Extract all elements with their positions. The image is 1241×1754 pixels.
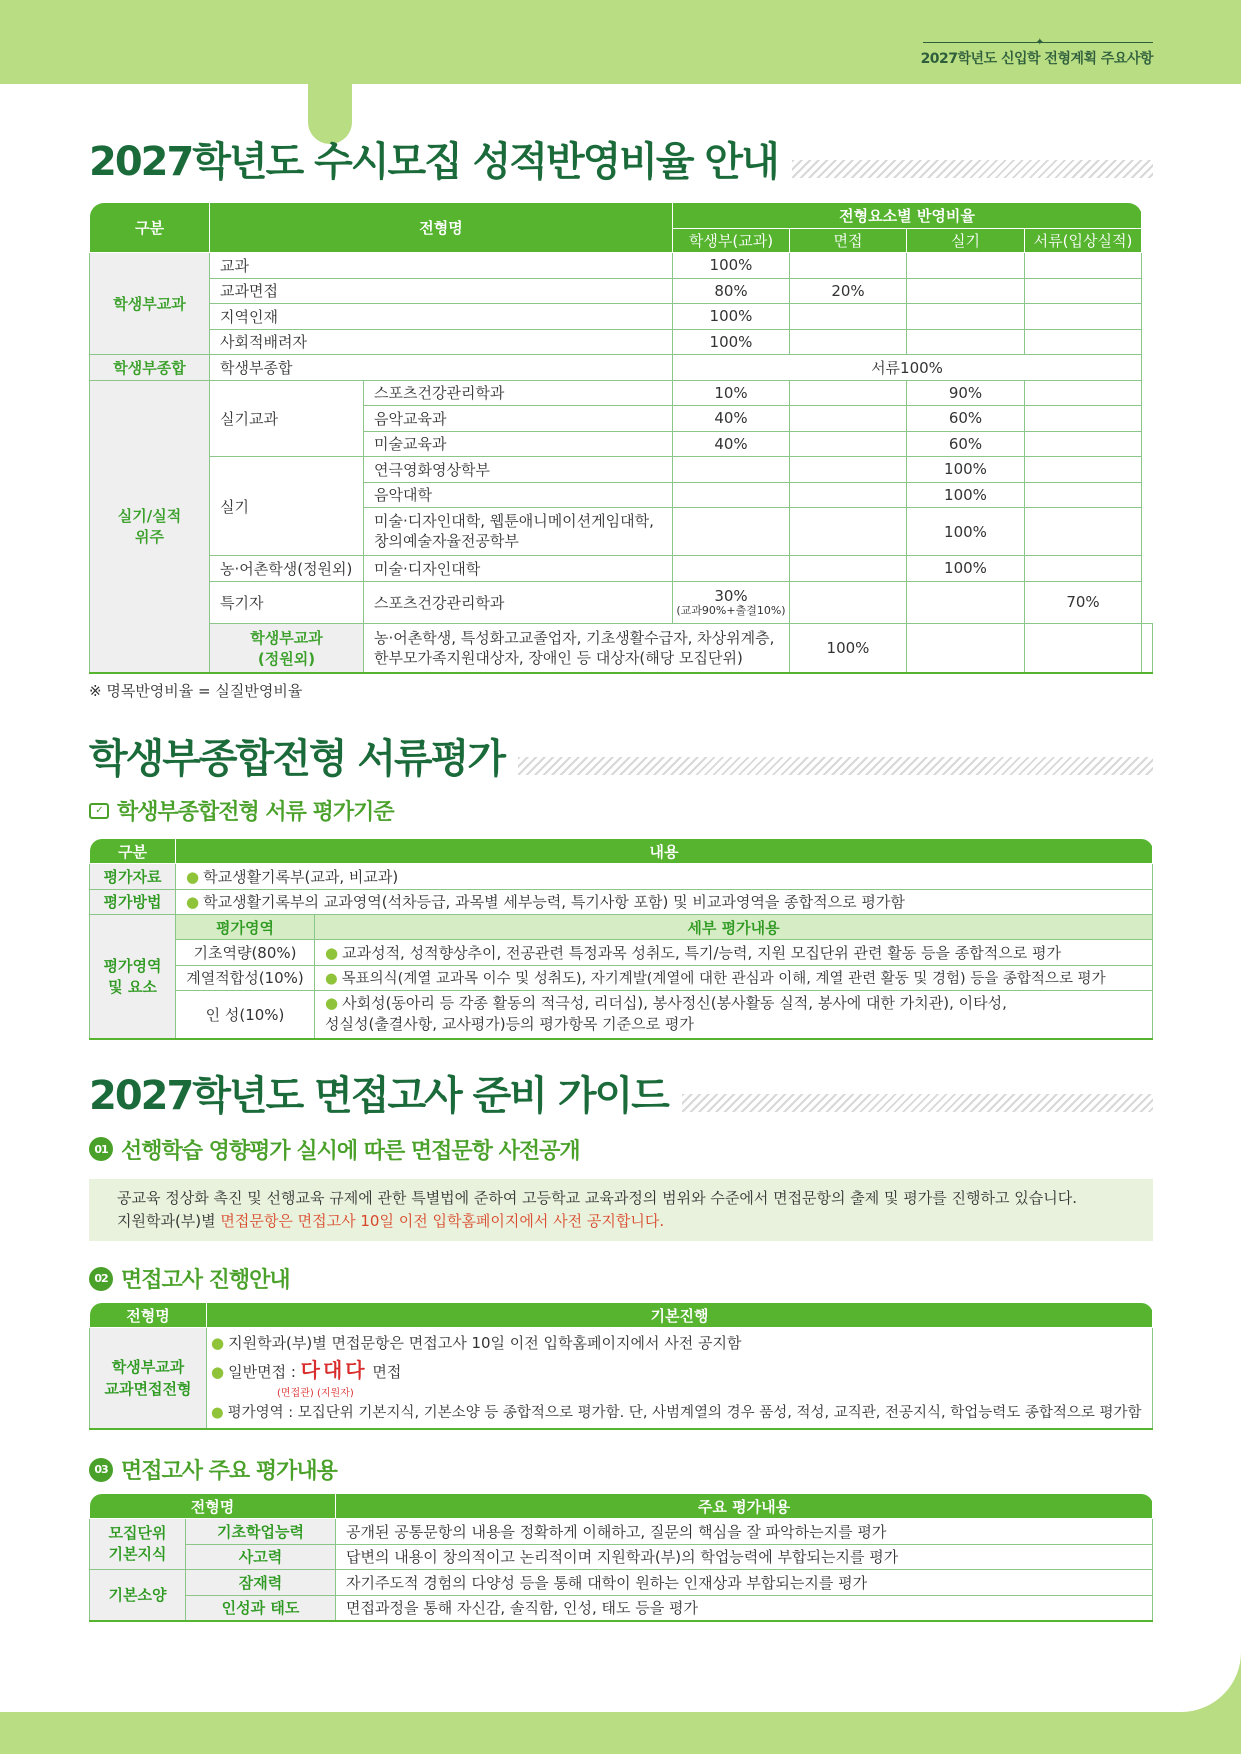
- bullet-icon: ●: [186, 893, 200, 912]
- table-row: [90, 278, 1153, 304]
- cell: 100%: [907, 457, 1025, 483]
- cell: [907, 329, 1025, 355]
- table-row: [90, 1544, 1153, 1570]
- cell: [907, 581, 1025, 623]
- cell: [790, 253, 907, 279]
- checklist-icon: ✓: [89, 803, 109, 819]
- row-text-value: 학교생활기록부(교과, 비교과): [203, 867, 399, 886]
- table-row: [90, 864, 1153, 890]
- dada-highlight: 다대다: [300, 1358, 368, 1383]
- th-type: 전형명: [210, 203, 673, 253]
- title-hatch-decoration: [682, 1094, 1153, 1112]
- section1-title: [89, 140, 1153, 184]
- cell: [1025, 329, 1142, 355]
- cell: 60%: [907, 406, 1025, 432]
- section2-heading: 학생부종합전형 서류평가: [89, 736, 504, 782]
- cell: [790, 380, 907, 406]
- cell: [1025, 508, 1142, 556]
- dept-name: 연극영화영상학부: [364, 457, 673, 483]
- cell: 100%: [673, 304, 790, 330]
- cell: [790, 482, 907, 508]
- ratio-table: [89, 202, 1153, 674]
- table-row: [90, 556, 1153, 582]
- area-name: 인 성(10%): [176, 991, 315, 1039]
- cell: [673, 581, 790, 623]
- bullet-icon: ●: [325, 943, 339, 962]
- table-row: [90, 253, 1153, 279]
- cell: [673, 457, 790, 483]
- row-name: 잠재력: [186, 1570, 336, 1596]
- cell: [673, 482, 790, 508]
- cell: [1142, 623, 1153, 673]
- dept-name: 음악교육과: [364, 406, 673, 432]
- group-name: 농·어촌학생(정원외): [210, 556, 364, 582]
- cell: [790, 329, 907, 355]
- cell: 80%: [673, 278, 790, 304]
- dept-name: 미술·디자인대학: [364, 556, 673, 582]
- area-text: [315, 991, 1153, 1039]
- bullet-icon: ●: [211, 1404, 224, 1421]
- group-name: 실기교과: [210, 380, 364, 457]
- cell: [790, 304, 907, 330]
- row-cat: 학생부교과 교과면접전형: [90, 1328, 207, 1430]
- row-name: 교과면접: [210, 278, 673, 304]
- cell: [907, 278, 1025, 304]
- title-hatch-decoration: [518, 757, 1153, 775]
- cell: [673, 556, 790, 582]
- cell: 40%: [673, 406, 790, 432]
- row-name: 교과: [210, 253, 673, 279]
- th-type: 전형명: [90, 1494, 336, 1519]
- header-label: 2027학년도 신입학 전형계획 주요사항: [920, 51, 1153, 67]
- number-badge: 02: [89, 1267, 113, 1291]
- number-badge: 03: [89, 1458, 113, 1482]
- cell: [1025, 482, 1142, 508]
- table-row: [90, 1570, 1153, 1596]
- table-row: [90, 380, 1153, 406]
- cat-gyogwa: 학생부교과: [90, 253, 210, 355]
- cell: [907, 623, 1025, 673]
- dept-name: 미술교육과: [364, 431, 673, 457]
- cell: 90%: [907, 380, 1025, 406]
- interview-eval-table: [89, 1493, 1153, 1622]
- cell: [1025, 406, 1142, 432]
- cell: [1025, 457, 1142, 483]
- row-text: 공개된 공통문항의 내용을 정확하게 이해하고, 질문의 핵심을 잘 파악하는지를 평가: [336, 1519, 1153, 1545]
- th-content: 내용: [176, 839, 1153, 864]
- th-category: 구분: [90, 203, 210, 253]
- group-name: 특기자: [210, 581, 364, 623]
- cell: [790, 556, 907, 582]
- notice-line2-prefix: 지원학과(부)별: [117, 1211, 221, 1230]
- th-proc: 기본진행: [207, 1303, 1153, 1328]
- th-col: 서류(입상실적): [1025, 229, 1142, 253]
- cat-jeongwon: 학생부교과 (정원외): [210, 623, 364, 673]
- section2-title: [89, 737, 1153, 781]
- area-text-value: 목표의식(계열 교과목 이수 및 성취도), 자기계발(계열에 대한 관심과 이해, 계열 관련 활동 및 경험) 등을 종합적으로 평가: [341, 971, 1106, 988]
- header-diamond-icon: ✦: [1035, 37, 1044, 48]
- cell: [1025, 556, 1142, 582]
- cell: 20%: [790, 278, 907, 304]
- cell: [1025, 623, 1142, 673]
- proc-cell: [207, 1328, 1153, 1430]
- cell: [1025, 304, 1142, 330]
- row-name: 사회적배려자: [210, 329, 673, 355]
- cat-silgi: 실기/실적 위주: [90, 380, 210, 673]
- th-category: 구분: [90, 839, 176, 864]
- row-name: 지역인재: [210, 304, 673, 330]
- number-badge: 01: [89, 1137, 113, 1161]
- sub3-title-text: 면접고사 주요 평가내용: [121, 1459, 337, 1485]
- row-cat: 평가자료: [90, 864, 176, 890]
- dept-name: 미술·디자인대학, 웹툰애니메이션게임대학, 창의예술자율전공학부: [364, 508, 673, 556]
- sub-th-area: 평가영역: [176, 915, 315, 940]
- section1-heading: 2027학년도 수시모집 성적반영비율 안내: [89, 139, 778, 185]
- proc-text: 면접: [367, 1363, 402, 1382]
- table-row: [90, 1595, 1153, 1621]
- row-name: 기초학업능력: [186, 1519, 336, 1545]
- doc-eval-table: [89, 838, 1153, 1040]
- dept-name: 스포츠건강관리학과: [364, 581, 673, 623]
- th-col: 학생부(교과): [673, 229, 790, 253]
- table-row: [90, 889, 1153, 915]
- bullet-icon: ●: [325, 994, 339, 1013]
- th-group: 전형요소별 반영비율: [673, 203, 1142, 229]
- cell: [790, 457, 907, 483]
- section2-subtitle: [89, 795, 1153, 826]
- cat-jonghap: 학생부종합: [90, 355, 210, 381]
- table-row: [90, 623, 1153, 673]
- dept-name: 스포츠건강관리학과: [364, 380, 673, 406]
- dada-subnote: (면접관) (지원자): [277, 1388, 354, 1400]
- sub1-title: [89, 1134, 1153, 1165]
- notice-line2: [117, 1210, 1125, 1233]
- row-text: 면접과정을 통해 자신감, 솔직함, 인성, 태도 등을 평가: [336, 1595, 1153, 1621]
- proc-text: 지원학과(부)별 면접문항은 면접고사 10일 이전 입학홈페이지에서 사전 공지함: [228, 1334, 742, 1352]
- table-row: [90, 304, 1153, 330]
- cell: [790, 508, 907, 556]
- cell: 100%: [907, 556, 1025, 582]
- cell: [790, 406, 907, 432]
- bullet-icon: ●: [325, 971, 338, 988]
- proc-bullet-1: [211, 1332, 1148, 1355]
- row-text: [176, 889, 1153, 915]
- area-text: [315, 965, 1153, 991]
- cell: 70%: [1025, 581, 1142, 623]
- row-name: 학생부종합: [210, 355, 673, 381]
- area-name: 계열적합성(10%): [176, 965, 315, 991]
- th-type: 전형명: [90, 1303, 207, 1328]
- area-text: [315, 940, 1153, 966]
- area-text-value: 교과성적, 성적향상추이, 전공관련 특정과목 성취도, 특기/능력, 지원 모집단위 관련 활동 등을 종합적으로 평가: [342, 943, 1062, 962]
- cell-subnote: (교과90%+출결10%): [676, 603, 786, 617]
- cell: [907, 253, 1025, 279]
- table-row: [90, 1519, 1153, 1545]
- th-col: 실기: [907, 229, 1025, 253]
- title-hatch-decoration: [792, 160, 1153, 178]
- proc-text: 평가영역 : 모집단위 기본지식, 기본소양 등 종합적으로 평가함. 단, 사범계열의 경우 품성, 적성, 교직관, 전공지식, 학업능력도 종합적으로 평가함: [227, 1404, 1142, 1421]
- table-row: [90, 457, 1153, 483]
- group-name: 실기: [210, 457, 364, 556]
- area-name: 기초역량(80%): [176, 940, 315, 966]
- table-row: [90, 355, 1153, 381]
- proc-bullet-3: [211, 1402, 1148, 1424]
- sub-th-detail: 세부 평가내용: [315, 915, 1153, 940]
- cell: [790, 431, 907, 457]
- proc-bullet-2: [211, 1355, 1148, 1386]
- notice-line2-highlight: 면접문항은 면접고사 10일 이전 입학홈페이지에서 사전 공지합니다.: [220, 1211, 665, 1230]
- cell: 40%: [673, 431, 790, 457]
- sub3-title: [89, 1454, 1153, 1485]
- interview-process-table: [89, 1302, 1153, 1430]
- footnote: ※ 명목반영비율 = 실질반영비율: [89, 682, 303, 700]
- cell: 100%: [673, 253, 790, 279]
- cell: 100%: [907, 508, 1025, 556]
- cell: 100%: [673, 329, 790, 355]
- area-cat: 평가영역 및 요소: [90, 915, 176, 1039]
- table-row: [90, 581, 1153, 623]
- cell: [1025, 253, 1142, 279]
- cell-value: 30%: [714, 586, 748, 605]
- cell: [1025, 431, 1142, 457]
- table-row: [90, 1328, 1153, 1430]
- sub2-title-text: 면접고사 진행안내: [121, 1268, 290, 1293]
- row-text: [176, 864, 1153, 890]
- row-desc: 농·어촌학생, 특성화고교졸업자, 기초생활수급자, 차상위계층, 한부모가족지원대상자, 장애인 등 대상자(해당 모집단위): [364, 623, 790, 673]
- cell: [673, 508, 790, 556]
- th-col: 면접: [790, 229, 907, 253]
- group-cat: 기본소양: [90, 1570, 186, 1621]
- table-row: [90, 915, 1153, 940]
- section3-heading: 2027학년도 면접고사 준비 가이드: [89, 1072, 668, 1119]
- subtitle-text: 학생부종합전형 서류 평가기준: [117, 800, 394, 825]
- dept-name: 음악대학: [364, 482, 673, 508]
- row-text: 자기주도적 경험의 다양성 등을 통해 대학이 원하는 인재상과 부합되는지를 평가: [336, 1570, 1153, 1596]
- row-name: 인성과 태도: [186, 1595, 336, 1621]
- notice-box: [89, 1179, 1153, 1242]
- cell: [790, 581, 907, 623]
- table-row: [90, 940, 1153, 966]
- area-text-value: 사회성(동아리 등 각종 활동의 적극성, 리더십), 봉사정신(봉사활동 실적, 봉사에 대한 가치관), 이타성, 성실성(출결사항, 교사평가)등의 평가항목 기준으로 평가: [325, 994, 1007, 1034]
- notice-line1: 공교육 정상화 촉진 및 선행교육 규제에 관한 특별법에 준하여 고등학교 교육과정의 범위와 수준에서 면접문항의 출제 및 평가를 진행하고 있습니다.: [117, 1188, 1077, 1207]
- cell: 100%: [907, 482, 1025, 508]
- main-content: [89, 140, 1153, 1622]
- table-row: [90, 965, 1153, 991]
- cell: [1025, 278, 1142, 304]
- cell: 100%: [790, 623, 907, 673]
- cell: 서류100%: [673, 355, 1142, 381]
- bullet-icon: ●: [211, 1334, 225, 1352]
- sheet-notch: [308, 84, 352, 144]
- sub1-title-text: 선행학습 영향평가 실시에 따른 면접문항 사전공개: [121, 1138, 580, 1164]
- sub2-title: [89, 1263, 1153, 1294]
- group-cat: 모집단위 기본지식: [90, 1519, 186, 1570]
- table-row: [90, 991, 1153, 1039]
- th-content: 주요 평가내용: [336, 1494, 1153, 1519]
- cell: 60%: [907, 431, 1025, 457]
- cell: [907, 304, 1025, 330]
- row-text: 답변의 내용이 창의적이고 논리적이며 지원학과(부)의 학업능력에 부합되는지를 평가: [336, 1544, 1153, 1570]
- row-cat: 평가방법: [90, 889, 176, 915]
- cell: [1025, 380, 1142, 406]
- row-name: 사고력: [186, 1544, 336, 1570]
- table-row: [90, 329, 1153, 355]
- bullet-icon: ●: [211, 1363, 225, 1382]
- cell: 10%: [673, 380, 790, 406]
- section3-title: [89, 1074, 1153, 1118]
- proc-text: 일반면접 :: [228, 1363, 301, 1382]
- bullet-icon: ●: [186, 867, 200, 886]
- row-text-value: 학교생활기록부의 교과영역(석차등급, 과목별 세부능력, 특기사항 포함) 및 비교과영역을 종합적으로 평가함: [203, 893, 905, 912]
